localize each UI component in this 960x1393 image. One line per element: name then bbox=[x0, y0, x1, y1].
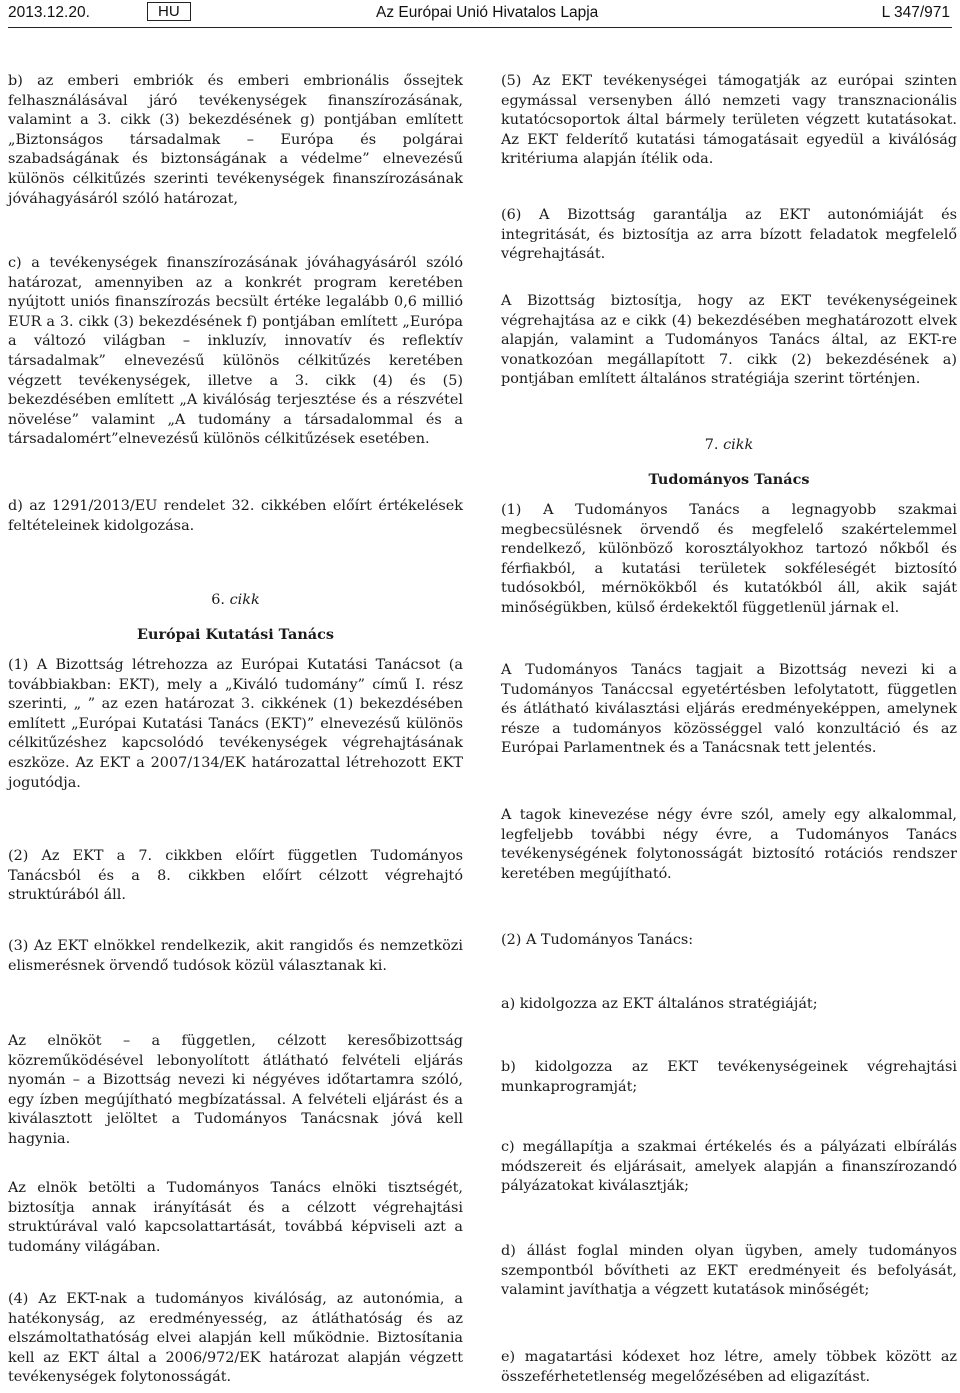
language-badge: HU bbox=[147, 2, 191, 21]
paragraph-2: (2) Az EKT a 7. cikkben előírt független Tudományos Tanácsból és a 8. cikkben előírt célzott végrehajtó struktúrából áll. bbox=[8, 848, 463, 904]
article-7-word: cikk bbox=[723, 437, 754, 453]
task-c: c) megállapítja a szakmai értékelés és a pályázati elbírálás módszereit és eljárásait, amelyek alapján a finanszírozandó pályázatokat kiválasztják; bbox=[501, 1139, 957, 1195]
article-7-title: Tudományos Tanács bbox=[648, 471, 810, 488]
paragraph-1: (1) A Bizottság létrehozza az Európai Kutatási Tanácsot (a továbbiakban: EKT), mely a „Kiváló tudomány” című I. rész szerinti, „ ” az ezen határozat 3. cikkének (1) bekezdésében említett „Európai Kutatási Tanács (EKT)” elnevezésű különös célkitűzéshez kapcsolódó tevékenységek végrehajtásának eszköze. Az EKT a 2007/134/EK határozattal létrehozott EKT jogutódja. bbox=[8, 657, 463, 791]
article-6-num: 6. bbox=[211, 592, 226, 608]
task-e: e) magatartási kódexet hoz létre, amely többek között az összeférhetetlenség megelőzésében ad eligazítást. bbox=[501, 1349, 957, 1385]
paragraph-6-implementation: A Bizottság biztosítja, hogy az EKT tevékenységeinek végrehajtása az e cikk (4) bekezdésében meghatározott elvek alapján, valamint a Tudományos Tanács által, az EKT-re vonatkozóan megállapított 7. cikk (2) bekezdésének a) pontjában említett általános stratégiája szerint történjen. bbox=[501, 293, 957, 388]
paragraph-4: (4) Az EKT-nak a tudományos kiválóság, az autonómia, a hatékonyság, az eredményesség, az átláthatóság és az elszámoltathatóság elvei alapján kell működnie. Biztosítania kell az EKT által a 2006/972/EK határozat alapján végzett tevékenységek folytonosságát. bbox=[8, 1291, 463, 1386]
journal-title: Az Európai Unió Hivatalos Lapja bbox=[376, 4, 599, 21]
article-7-num: 7. bbox=[704, 437, 719, 453]
article-6-number bbox=[8, 591, 463, 611]
article-6-title: Európai Kutatási Tanács bbox=[137, 626, 334, 643]
paragraph-3-president-role: Az elnök betölti a Tudományos Tanács elnöki tisztségét, biztosítja annak irányítását és a célzott végrehajtási struktúrával való kapcsolattartását, továbbá képviseli azt a tudomány világában. bbox=[8, 1180, 463, 1255]
scientific-council-appointment: A Tudományos Tanács tagjait a Bizottság nevezi ki a Tudományos Tanáccsal egyetértésben lefolytatott, független és átlátható kiválasztási eljárás eredményeképpen, amelynek része a tudományos közösséggel való konzultáció és az Európai Parlamentnek és a Tanácsnak tett jelentés. bbox=[501, 662, 957, 757]
page-number: L 347/971 bbox=[881, 4, 950, 21]
paragraph-5: (5) Az EKT tevékenységei támogatják az európai szinten egymással versenyben álló nemzeti vagy transznacionális kutatócsoportok által bármely területen végzett kutatásokat. Az EKT felderítő kutatási támogatásait egyedül a kiválóság kritériuma alapján ítélik oda. bbox=[501, 73, 957, 168]
paragraph-3-president-appointment: Az elnököt – a független, célzott keresőbizottság közreműködésével lebonyolított átlátható felvételi eljárás nyomán – a Bizottság nevezi ki négyéves időtartamra szóló, egy ízben megújítható megbízatással. A felvételi eljárást és a kiválasztott jelöltet a Tudományos Tanácsnak jóvá kell hagynia. bbox=[8, 1033, 463, 1147]
point-b: b) az emberi embriók és emberi embrionális őssejtek felhasználásával járó tevékenységek finanszírozásának, valamint a 3. cikk (3) bekezdésének g) pontjában említett „Biztonságos társadalmak – Európa és polgárai szabadságának és biztonságának a védelme” elnevezésű különös célkitűzés szerinti tevékenységek finanszírozásának jóváhagyásáról szóló határozat, bbox=[8, 73, 463, 207]
header-date: 2013.12.20. bbox=[8, 4, 90, 21]
task-a: a) kidolgozza az EKT általános stratégiáját; bbox=[501, 996, 818, 1012]
paragraph-3: (3) Az EKT elnökkel rendelkezik, akit rangidős és nemzetközi elismerésnek örvendő tudósok közül választanak ki. bbox=[8, 938, 463, 974]
scientific-council-paragraph-1: (1) A Tudományos Tanács a legnagyobb szakmai megbecsülésnek örvendő és megfelelő szakértelemmel rendelkező, különböző korosztályokhoz tartozó nőkből és férfiakból, a kutatási területek sokféleségét biztosító tudósokból, mérnökökből és kutatókból áll, akik saját minőségükben, külső érdekektől függetlenül járnak el. bbox=[501, 502, 957, 616]
paragraph-6: (6) A Bizottság garantálja az EKT autonómiáját és integritását, és biztosítja az arra bízott feladatok megfelelő végrehajtását. bbox=[501, 207, 957, 263]
task-b: b) kidolgozza az EKT tevékenységeinek végrehajtási munkaprogramját; bbox=[501, 1059, 957, 1095]
scientific-council-paragraph-2: (2) A Tudományos Tanács: bbox=[501, 932, 694, 948]
point-c: c) a tevékenységek finanszírozásának jóváhagyásáról szóló határozat, amennyiben az a konkrét program keretében nyújtott uniós finanszírozás becsült értéke legalább 0,6 millió EUR a 3. cikk (3) bekezdésének f) pontjában említett „Európa a változó világban – inkluzív, innovatív és reflektív társadalmak” elnevezésű különös célkitűzés keretében végzett tevékenységek, illetve a 3. cikk (4) és (5) bekezdésében említett „A kiválóság terjesztése és a részvétel növelése” valamint „A tudomány a társadalommal és a társadalomért”elnevezésű különös célkitűzések esetében. bbox=[8, 255, 463, 448]
scientific-council-term: A tagok kinevezése négy évre szól, amely egy alkalommal, legfeljebb további négy évre, a Tudományos Tanács tevékenységének folytonosságát biztosító rotációs rendszer keretében megújítható. bbox=[501, 807, 957, 882]
article-7-number bbox=[501, 436, 957, 456]
point-d: d) az 1291/2013/EU rendelet 32. cikkében előírt értékelések feltételeinek kidolgozása. bbox=[8, 498, 463, 534]
page-header bbox=[8, 0, 952, 28]
task-d: d) állást foglal minden olyan ügyben, amely tudományos szempontból bővítheti az EKT eredményeit és befolyását, valamint javíthatja a végzett kutatások minőségét; bbox=[501, 1243, 957, 1299]
article-6-word: cikk bbox=[229, 592, 260, 608]
